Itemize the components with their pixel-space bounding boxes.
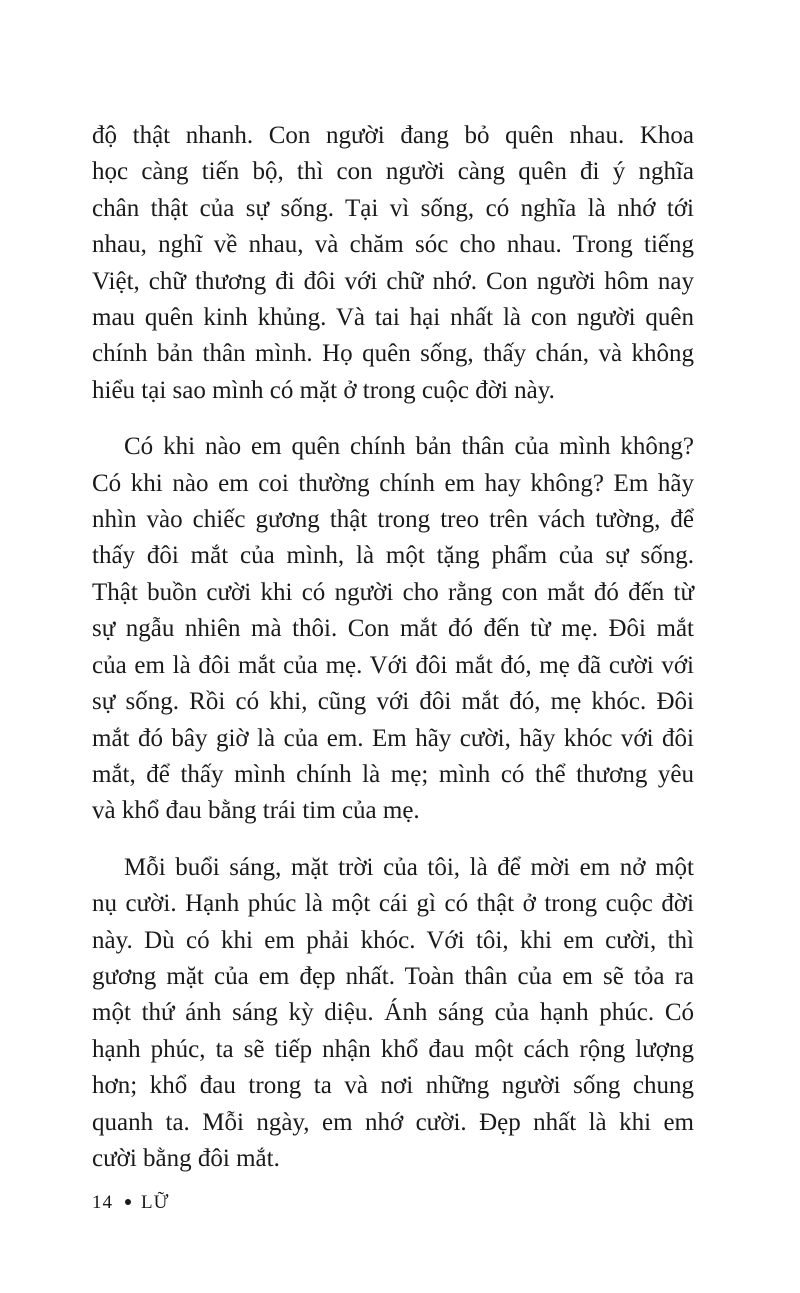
text-line: hơn; khổ đau trong ta và nơi những người sống chung (92, 1072, 694, 1100)
text-line: Việt, chữ thương đi đôi với chữ nhớ. Con người hôm nay (92, 267, 694, 295)
text-line: nhau, nghĩ về nhau, và chăm sóc cho nhau. Trong tiếng (92, 231, 694, 259)
text-line: sự ngẫu nhiên mà thôi. Con mắt đó đến từ mẹ. Đôi mắt (92, 615, 694, 643)
text-line: mắt, để thấy mình chính là mẹ; mình có thể thương yêu (92, 760, 694, 788)
text-line: Mỗi buổi sáng, mặt trời của tôi, là để mời em nở một (124, 853, 694, 881)
text-line: hạnh phúc, ta sẽ tiếp nhận khổ đau một cách rộng lượng (92, 1035, 694, 1063)
text-line: nhìn vào chiếc gương thật trong treo trên vách tường, để (92, 506, 694, 534)
text-line: học càng tiến bộ, thì con người càng quên đi ý nghĩa (92, 158, 694, 186)
paragraph-3 (92, 850, 694, 1178)
text-line: quanh ta. Mỗi ngày, em nhớ cười. Đẹp nhất là khi em (92, 1108, 694, 1136)
bullet-separator-icon (125, 1199, 131, 1205)
text-line: thấy đôi mắt của mình, là một tặng phẩm của sự sống. (92, 542, 694, 570)
text-line: của em là đôi mắt của mẹ. Với đôi mắt đó, mẹ đã cười với (92, 651, 694, 679)
text-line: chính bản thân mình. Họ quên sống, thấy chán, và không (92, 340, 694, 368)
text-line: mắt đó bây giờ là của em. Em hãy cười, hãy khóc với đôi (92, 724, 694, 752)
text-line: độ thật nhanh. Con người đang bỏ quên nhau. Khoa (92, 122, 694, 149)
page-footer (92, 1192, 179, 1214)
running-title: LỮ (141, 1192, 170, 1213)
paragraph-1 (92, 118, 694, 409)
text-line: Có khi nào em coi thường chính em hay không? Em hãy (92, 469, 694, 497)
page-body (92, 118, 694, 1197)
text-line: gương mặt của em đẹp nhất. Toàn thân của em sẽ tỏa ra (92, 962, 694, 990)
text-line: cười bằng đôi mắt. (92, 1144, 280, 1172)
text-line: nụ cười. Hạnh phúc là một cái gì có thật ở trong cuộc đời (92, 890, 694, 918)
text-line: chân thật của sự sống. Tại vì sống, có nghĩa là nhớ tới (92, 194, 694, 222)
page-number: 14 (92, 1192, 113, 1213)
paragraph-2 (92, 429, 694, 829)
text-line: sự sống. Rồi có khi, cũng với đôi mắt đó, mẹ khóc. Đôi (92, 688, 694, 716)
text-line: này. Dù có khi em phải khóc. Với tôi, khi em cười, thì (92, 926, 694, 954)
text-line: hiểu tại sao mình có mặt ở trong cuộc đời này. (92, 376, 555, 404)
text-line: mau quên kinh khủng. Và tai hại nhất là con người quên (92, 304, 694, 332)
text-line: và khổ đau bằng trái tim của mẹ. (92, 797, 420, 825)
text-line: Thật buồn cười khi có người cho rằng con mắt đó đến từ (92, 578, 694, 606)
text-line: Có khi nào em quên chính bản thân của mình không? (124, 433, 694, 461)
text-line: một thứ ánh sáng kỳ diệu. Ánh sáng của hạnh phúc. Có (92, 999, 694, 1027)
